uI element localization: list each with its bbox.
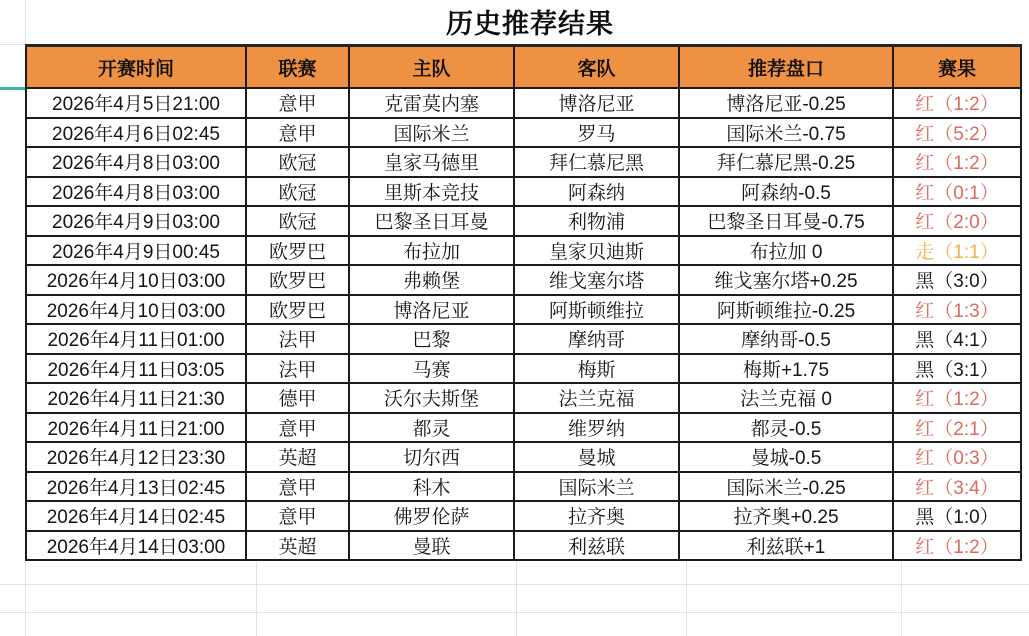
cell-home-team[interactable]: 马赛 [349,354,514,384]
cell-league[interactable]: 法甲 [246,324,349,354]
cell-kickoff-time[interactable]: 2026年4月9日03:00 [26,206,246,236]
table-row [26,265,1021,295]
cell-home-team[interactable]: 巴黎 [349,324,514,354]
cell-result[interactable]: 红（1:3） [893,295,1021,325]
cell-home-team[interactable]: 布拉加 [349,236,514,266]
cell-home-team[interactable]: 国际米兰 [349,118,514,148]
cell-league[interactable]: 欧冠 [246,206,349,236]
cell-home-team[interactable]: 克雷莫内塞 [349,88,514,118]
cell-away-team[interactable]: 维戈塞尔塔 [514,265,679,295]
cell-away-team[interactable]: 国际米兰 [514,472,679,502]
column-header-result[interactable]: 赛果 [893,46,1021,89]
cell-kickoff-time[interactable]: 2026年4月14日02:45 [26,501,246,531]
cell-handicap[interactable]: 拜仁慕尼黑-0.25 [679,147,893,177]
cell-home-team[interactable]: 曼联 [349,531,514,561]
cell-away-team[interactable]: 阿森纳 [514,177,679,207]
cell-away-team[interactable]: 利兹联 [514,531,679,561]
cell-away-team[interactable]: 阿斯顿维拉 [514,295,679,325]
cell-kickoff-time[interactable]: 2026年4月14日03:00 [26,531,246,561]
grid-line [516,562,517,636]
table-row [26,442,1021,472]
cell-home-team[interactable]: 切尔西 [349,442,514,472]
grid-line [256,562,257,636]
cell-away-team[interactable]: 皇家贝迪斯 [514,236,679,266]
page-title: 历史推荐结果 [446,9,614,39]
grid-line [0,44,25,45]
cell-league[interactable]: 意甲 [246,413,349,443]
cell-handicap[interactable]: 摩纳哥-0.5 [679,324,893,354]
results-table [25,44,1022,561]
table-row [26,501,1021,531]
cell-result[interactable]: 黑（3:0） [893,265,1021,295]
cell-away-team[interactable]: 利物浦 [514,206,679,236]
cell-kickoff-time[interactable]: 2026年4月11日21:30 [26,383,246,413]
table-header-row [26,46,1021,89]
cell-handicap[interactable]: 巴黎圣日耳曼-0.75 [679,206,893,236]
cell-league[interactable]: 法甲 [246,354,349,384]
cell-handicap[interactable]: 拉齐奥+0.25 [679,501,893,531]
cell-handicap[interactable]: 都灵-0.5 [679,413,893,443]
table-row [26,383,1021,413]
cell-handicap[interactable]: 利兹联+1 [679,531,893,561]
cell-home-team[interactable]: 都灵 [349,413,514,443]
cell-league[interactable]: 英超 [246,531,349,561]
cell-league[interactable]: 意甲 [246,118,349,148]
cell-away-team[interactable]: 拜仁慕尼黑 [514,147,679,177]
cell-away-team[interactable]: 梅斯 [514,354,679,384]
cell-away-team[interactable]: 法兰克福 [514,383,679,413]
cell-result[interactable]: 红（3:4） [893,472,1021,502]
cell-kickoff-time[interactable]: 2026年4月9日00:45 [26,236,246,266]
table-body [26,88,1021,560]
cell-kickoff-time[interactable]: 2026年4月10日03:00 [26,265,246,295]
grid-line [0,584,1029,585]
cell-away-team[interactable]: 博洛尼亚 [514,88,679,118]
cell-kickoff-time[interactable]: 2026年4月8日03:00 [26,147,246,177]
cell-handicap[interactable]: 布拉加 0 [679,236,893,266]
grid-line [901,562,902,636]
table-row [26,177,1021,207]
cell-result[interactable]: 红（2:1） [893,413,1021,443]
table-row [26,295,1021,325]
cell-kickoff-time[interactable]: 2026年4月8日03:00 [26,177,246,207]
cell-home-team[interactable]: 弗赖堡 [349,265,514,295]
cell-kickoff-time[interactable]: 2026年4月5日21:00 [26,88,246,118]
cell-league[interactable]: 意甲 [246,88,349,118]
cell-away-team[interactable]: 拉齐奥 [514,501,679,531]
cell-result[interactable]: 红（1:2） [893,88,1021,118]
cell-result[interactable]: 红（0:3） [893,442,1021,472]
cell-result[interactable]: 红（1:2） [893,383,1021,413]
cell-handicap[interactable]: 国际米兰-0.25 [679,472,893,502]
cell-handicap[interactable]: 法兰克福 0 [679,383,893,413]
cell-handicap[interactable]: 阿森纳-0.5 [679,177,893,207]
cell-handicap[interactable]: 国际米兰-0.75 [679,118,893,148]
cell-handicap[interactable]: 阿斯顿维拉-0.25 [679,295,893,325]
table-row [26,236,1021,266]
cell-kickoff-time[interactable]: 2026年4月6日02:45 [26,118,246,148]
cell-league[interactable]: 德甲 [246,383,349,413]
cell-home-team[interactable]: 博洛尼亚 [349,295,514,325]
cell-kickoff-time[interactable]: 2026年4月12日23:30 [26,442,246,472]
cell-league[interactable]: 英超 [246,442,349,472]
cell-home-team[interactable]: 沃尔夫斯堡 [349,383,514,413]
cell-league[interactable]: 欧罗巴 [246,265,349,295]
cell-kickoff-time[interactable]: 2026年4月11日21:00 [26,413,246,443]
cell-result[interactable]: 走（1:1） [893,236,1021,266]
column-header-league[interactable]: 联赛 [246,46,349,89]
cell-league[interactable]: 意甲 [246,472,349,502]
cell-home-team[interactable]: 佛罗伦萨 [349,501,514,531]
grid-line [0,612,1029,613]
cell-league[interactable]: 欧冠 [246,147,349,177]
cell-away-team[interactable]: 维罗纳 [514,413,679,443]
cell-handicap[interactable]: 曼城-0.5 [679,442,893,472]
cell-result[interactable]: 黑（4:1） [893,324,1021,354]
table-row [26,354,1021,384]
cell-kickoff-time[interactable]: 2026年4月11日01:00 [26,324,246,354]
cell-handicap[interactable]: 维戈塞尔塔+0.25 [679,265,893,295]
cell-result[interactable]: 红（1:2） [893,147,1021,177]
cell-result[interactable]: 红（5:2） [893,118,1021,148]
cell-home-team[interactable]: 皇家马德里 [349,147,514,177]
cell-result[interactable]: 红（2:0） [893,206,1021,236]
cell-away-team[interactable]: 罗马 [514,118,679,148]
cell-kickoff-time[interactable]: 2026年4月10日03:00 [26,295,246,325]
selection-marker [0,87,26,90]
cell-result[interactable]: 黑（3:1） [893,354,1021,384]
table-row [26,206,1021,236]
table-row [26,413,1021,443]
column-header-away[interactable]: 客队 [514,46,679,89]
column-header-time[interactable]: 开赛时间 [26,46,246,89]
table-row [26,88,1021,118]
cell-away-team[interactable]: 摩纳哥 [514,324,679,354]
column-header-handicap[interactable]: 推荐盘口 [679,46,893,89]
table-row [26,147,1021,177]
cell-kickoff-time[interactable]: 2026年4月13日02:45 [26,472,246,502]
table-row [26,472,1021,502]
column-header-home[interactable]: 主队 [349,46,514,89]
cell-league[interactable]: 欧罗巴 [246,295,349,325]
cell-league[interactable]: 意甲 [246,501,349,531]
cell-home-team[interactable]: 里斯本竞技 [349,177,514,207]
cell-result[interactable]: 黑（1:0） [893,501,1021,531]
grid-line [686,562,687,636]
cell-kickoff-time[interactable]: 2026年4月11日03:05 [26,354,246,384]
cell-league[interactable]: 欧罗巴 [246,236,349,266]
table-row [26,118,1021,148]
cell-handicap[interactable]: 博洛尼亚-0.25 [679,88,893,118]
table-row [26,531,1021,561]
cell-home-team[interactable]: 科木 [349,472,514,502]
cell-home-team[interactable]: 巴黎圣日耳曼 [349,206,514,236]
cell-away-team[interactable]: 曼城 [514,442,679,472]
cell-result[interactable]: 红（0:1） [893,177,1021,207]
cell-result[interactable]: 红（1:2） [893,531,1021,561]
cell-league[interactable]: 欧冠 [246,177,349,207]
cell-handicap[interactable]: 梅斯+1.75 [679,354,893,384]
table-row [26,324,1021,354]
